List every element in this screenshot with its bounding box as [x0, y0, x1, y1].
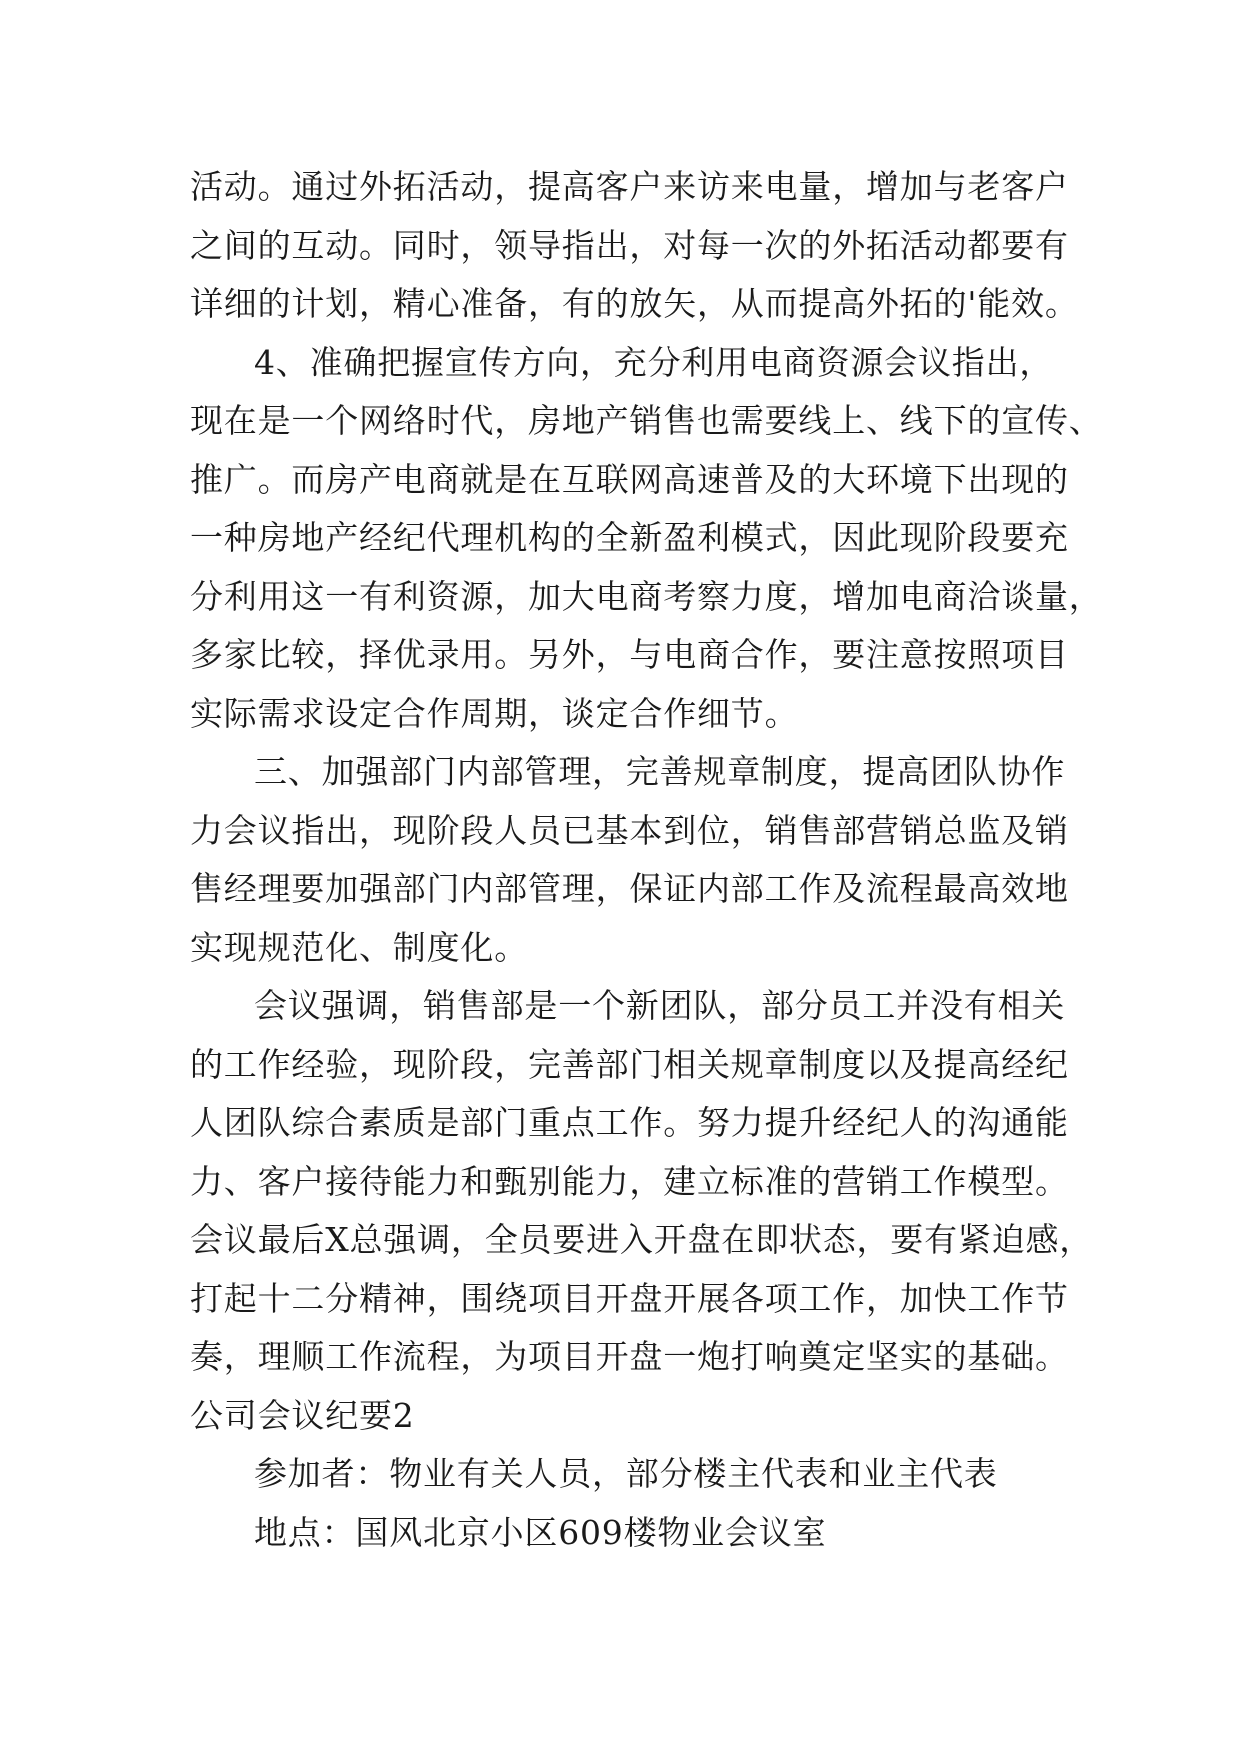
text-line: 实现规范化、制度化。: [190, 927, 528, 967]
document-body: [190, 158, 1103, 1562]
text-line: 多家比较，择优录用。另外，与电商合作，要注意按照项目: [190, 635, 1069, 674]
text-line: 实际需求设定合作周期，谈定合作细节。: [190, 693, 799, 733]
text-line: 地点：国风北京小区609楼物业会议室: [254, 1512, 827, 1552]
text-line: 分利用这一有利资源，加大电商考察力度，增加电商洽谈量，: [190, 576, 1103, 616]
text-line: 人团队综合素质是部门重点工作。努力提升经纪人的沟通能: [190, 1103, 1069, 1142]
text-line: 的工作经验，现阶段，完善部门相关规章制度以及提高经纪: [190, 1044, 1069, 1084]
text-line: 4、准确把握宣传方向，充分利用电商资源会议指出，: [254, 342, 1054, 382]
text-line: 详细的计划，精心准备，有的放矢，从而提高外拓的'能效。: [190, 284, 1079, 323]
text-line: 公司会议纪要2: [190, 1395, 415, 1435]
text-line: 之间的互动。同时，领导指出，对每一次的外拓活动都要有: [190, 225, 1069, 265]
text-line: 参加者：物业有关人员，部分楼主代表和业主代表: [254, 1454, 998, 1493]
text-line: 活动。通过外拓活动，提高客户来访来电量，增加与老客户: [190, 167, 1069, 206]
text-line: 会议强调，销售部是一个新团队，部分员工并没有相关: [254, 986, 1066, 1025]
text-line: 售经理要加强部门内部管理，保证内部工作及流程最高效地: [190, 869, 1069, 908]
text-line: 推广。而房产电商就是在互联网高速普及的大环境下出现的: [190, 459, 1069, 499]
text-line: 一种房地产经纪代理机构的全新盈利模式，因此现阶段要充: [190, 518, 1069, 557]
text-line: 打起十二分精神，围绕项目开盘开展各项工作，加快工作节: [190, 1278, 1069, 1318]
text-line: 三、加强部门内部管理，完善规章制度，提高团队协作: [254, 752, 1066, 791]
text-line: 会议最后X总强调，全员要进入开盘在即状态，要有紧迫感，: [190, 1220, 1094, 1259]
text-line: 奏，理顺工作流程，为项目开盘一炮打响奠定坚实的基础。: [190, 1337, 1069, 1376]
text-line: 力、客户接待能力和甄别能力，建立标准的营销工作模型。: [190, 1161, 1069, 1201]
text-line: 现在是一个网络时代，房地产销售也需要线上、线下的宣传、: [190, 401, 1103, 440]
text-line: 力会议指出，现阶段人员已基本到位，销售部营销总监及销: [190, 810, 1069, 850]
